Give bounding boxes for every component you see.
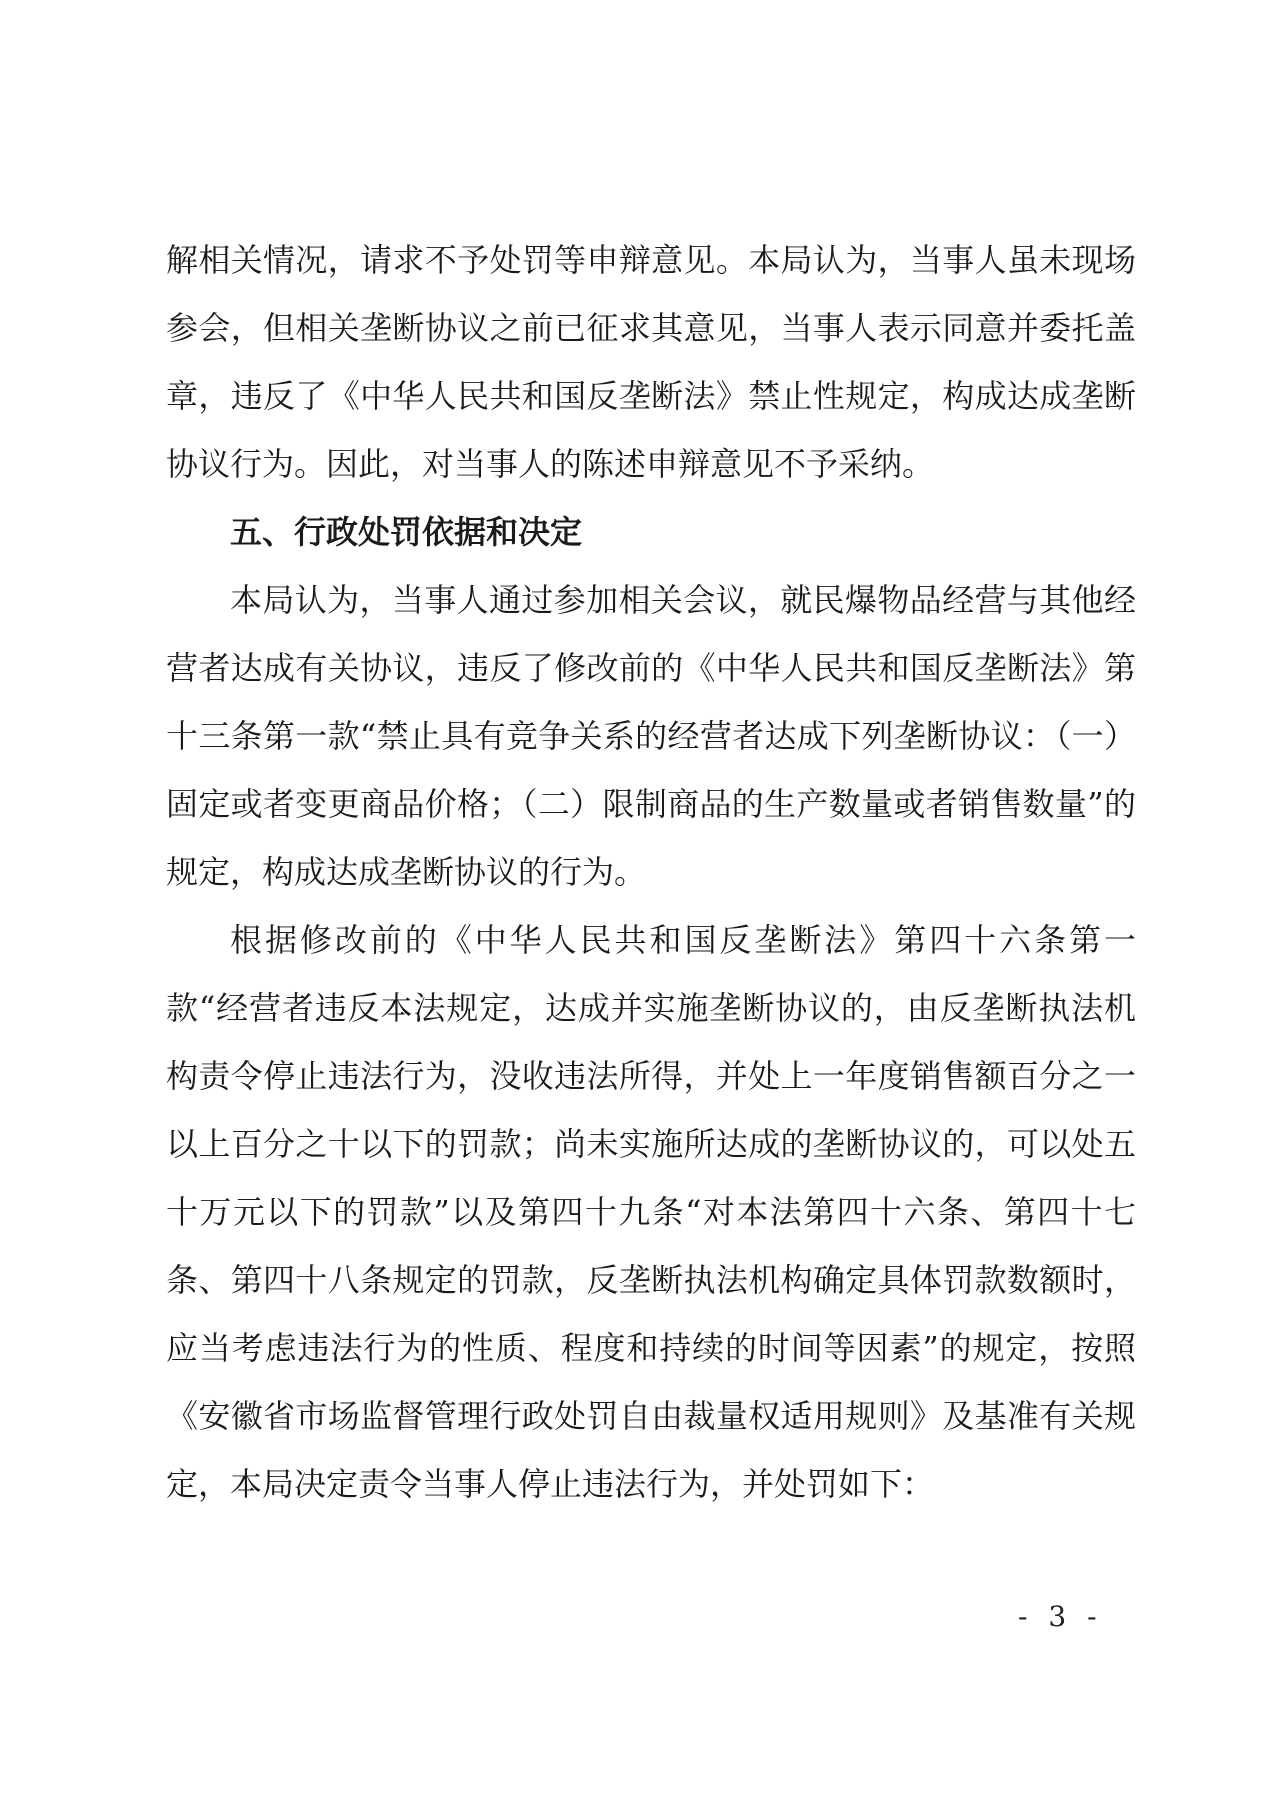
continued-paragraph: 解相关情况，请求不予处罚等申辩意见。本局认为，当事人虽未现场参会，但相关垄断协议之前已征求其意见，当事人表示同意并委托盖章，违反了《中华人民共和国反垄断法》禁止性规定，构成达成垄断协议行为。因此，对当事人的陈述申辩意见不予采纳。	[166, 241, 1136, 483]
body-paragraph-penalty-basis: 根据修改前的《中华人民共和国反垄断法》第四十六条第一款“经营者违反本法规定，达成并实施垄断协议的，由反垄断执法机构责令停止违法行为，没收违法所得，并处上一年度销售额百分之一以上百分之十以下的罚款；尚未实施所达成的垄断协议的，可以处五十万元以下的罚款”以及第四十九条“对本法第四十六条、第四十七条、第四十八条规定的罚款，反垄断执法机构确定具体罚款数额时，应当考虑违法行为的性质、程度和持续的时间等因素”的规定，按照《安徽省市场监督管理行政处罚自由裁量权适用规则》及基准有关规定，本局决定责令当事人停止违法行为，并处罚如下：	[166, 921, 1136, 1503]
page-number: - 3 -	[1018, 1600, 1103, 1633]
document-body	[166, 226, 1136, 1518]
section-heading: 五、行政处罚依据和决定	[230, 513, 583, 551]
body-paragraph-violation: 本局认为，当事人通过参加相关会议，就民爆物品经营与其他经营者达成有关协议，违反了修改前的《中华人民共和国反垄断法》第十三条第一款“禁止具有竞争关系的经营者达成下列垄断协议：（一）固定或者变更商品价格；（二）限制商品的生产数量或者销售数量”的规定，构成达成垄断协议的行为。	[166, 581, 1136, 891]
